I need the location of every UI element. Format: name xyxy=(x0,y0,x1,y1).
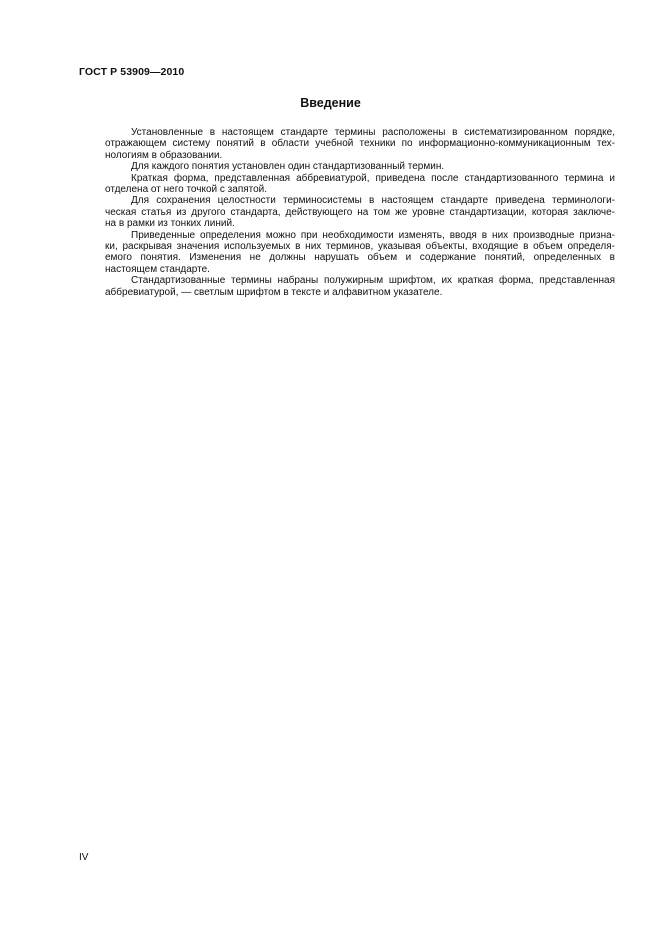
text-line: Установленные в настоящем стандарте термины расположены в систематизированном порядке, xyxy=(131,127,615,138)
text-line: ки, раскрывая значения используемых в них терминов, указывая объекты, входящие в объем определя- xyxy=(105,241,615,253)
text-line: настоящем стандарте. xyxy=(105,263,210,275)
paragraph-3 xyxy=(79,173,615,196)
paragraph-5 xyxy=(79,230,615,276)
text-line: Краткая форма, представленная аббревиатурой, приведена после стандартизованного термина и xyxy=(131,172,615,184)
text-line: Стандартизованные термины набраны полужирным шрифтом, их краткая форма, представленная xyxy=(131,275,615,287)
text-line: нологиям в образовании. xyxy=(105,149,223,161)
document-code: ГОСТ Р 53909—2010 xyxy=(79,66,185,78)
paragraph-4 xyxy=(79,195,615,229)
paragraph-6 xyxy=(79,275,615,298)
page-number: IV xyxy=(79,852,89,863)
section-title: Введение xyxy=(300,96,361,110)
text-line: Для каждого понятия установлен один стандартизованный термин. xyxy=(131,161,445,173)
text-line: на в рамки из тонких линий. xyxy=(105,218,235,230)
paragraph-2 xyxy=(79,161,615,172)
text-line: отражающем систему понятий в области учебной техники по информационно-коммуникационным тех- xyxy=(105,138,615,150)
text-line: Приведенные определения можно при необходимости изменять, вводя в них производные призна- xyxy=(131,229,615,241)
text-line: аббревиатурой, — светлым шрифтом в тексте и алфавитном указателе. xyxy=(105,286,443,298)
text-line: емого понятия. Изменения не должны нарушать объем и содержание понятий, определенных в xyxy=(105,252,615,264)
text-line: отделена от него точкой с запятой. xyxy=(105,184,268,196)
text-line: Для сохранения целостности терминосистемы в настоящем стандарте приведена терминологи- xyxy=(131,195,615,207)
introduction-body xyxy=(79,127,615,298)
paragraph-1 xyxy=(79,127,615,161)
text-line: ческая статья из другого стандарта, действующего на том же уровне стандартизации, которая заключе- xyxy=(105,206,615,218)
